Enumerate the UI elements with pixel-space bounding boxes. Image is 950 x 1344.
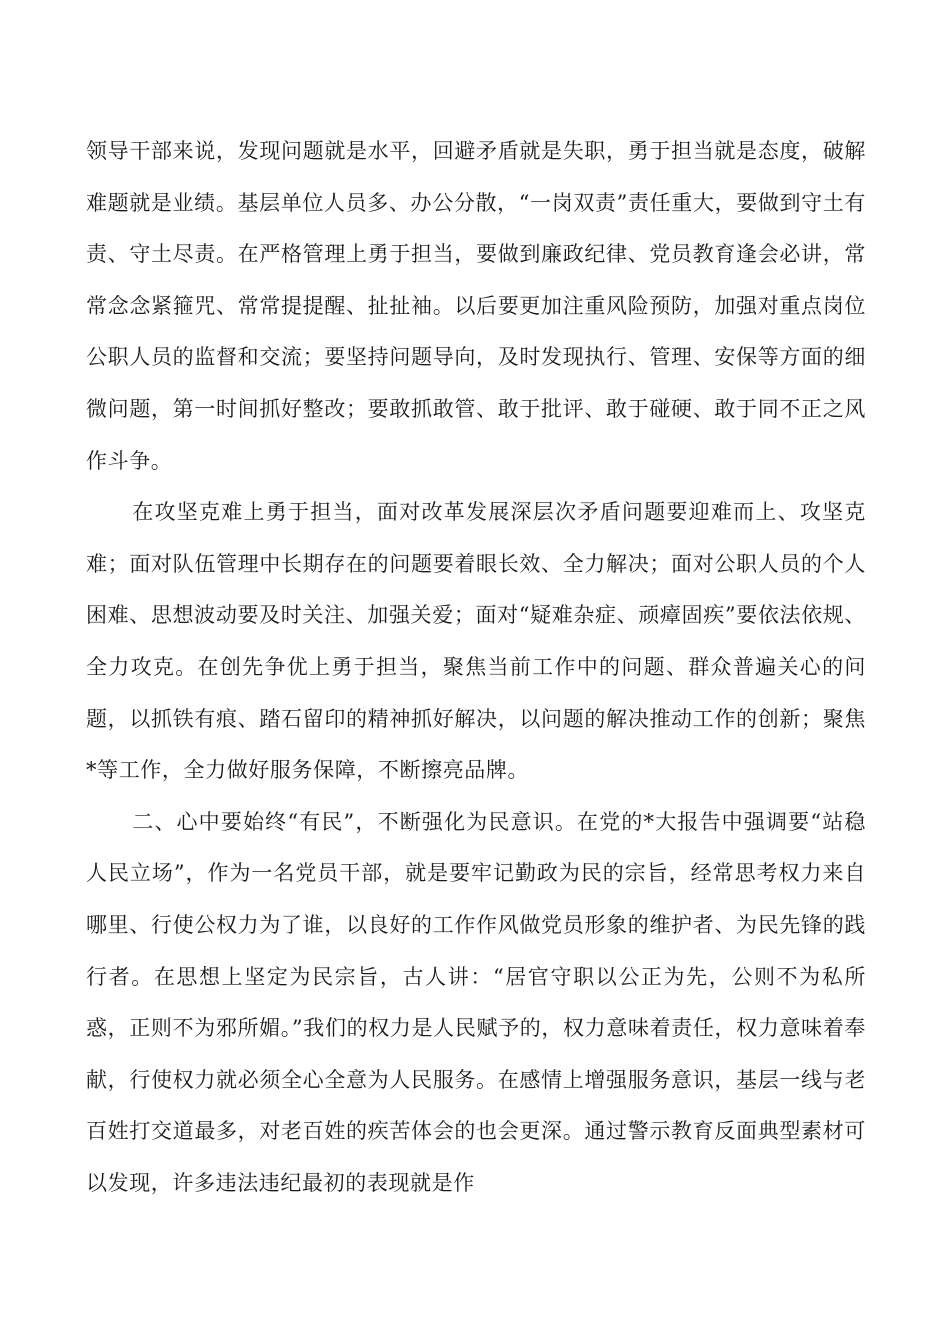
paragraph-continued: 领导干部来说，发现问题就是水平，回避矛盾就是失职，勇于担当就是态度，破解难题就是业绩。基层单位人员多、办公分散，“一岗双责”责任重大，要做到守土有责、守土尽责。在严格管理上勇于担当，要做到廉政纪律、党员教育逢会必讲，常常念念紧箍咒、常常提提醒、扯扯袖。以后要更加注重风险预防，加强对重点岗位公职人员的监督和交流；要坚持问题导向，及时发现执行、管理、安保等方面的细微问题，第一时间抓好整改；要敢抓敢管、敢于批评、敢于碰硬、敢于同不正之风作斗争。 bbox=[86, 139, 866, 473]
paragraph-section-two: 二、心中要始终“有民”，不断强化为民意识。在党的*大报告中强调要“站稳人民立场”，作为一名党员干部，就是要牢记勤政为民的宗旨，经常思考权力来自哪里、行使公权力为了谁，以良好的工作作风做党员形象的维护者、为民先锋的践行者。在思想上坚定为民宗旨，古人讲：“居官守职以公正为先，公则不为私所惑，正则不为邪所媚。”我们的权力是人民赋予的，权力意味着责任，权力意味着奉献，行使权力就必须全心全意为人民服务。在感情上增强服务意识，基层一线与老百姓打交道最多，对老百姓的疾苦体会的也会更深。通过警示教育反面典型素材可以发现，许多违法违纪最初的表现就是作 bbox=[86, 809, 866, 1195]
document-body bbox=[86, 126, 866, 1209]
paragraph: 在攻坚克难上勇于担当，面对改革发展深层次矛盾问题要迎难而上、攻坚克难；面对队伍管理中长期存在的问题要着眼长效、全力解决；面对公职人员的个人困难、思想波动要及时关注、加强关爱；面对“疑难杂症、顽瘴固疾”要依法依规、全力攻克。在创先争优上勇于担当，聚焦当前工作中的问题、群众普遍关心的问题，以抓铁有痕、踏石留印的精神抓好解决，以问题的解决推动工作的创新；聚焦*等工作，全力做好服务保障，不断擦亮品牌。 bbox=[86, 500, 866, 783]
